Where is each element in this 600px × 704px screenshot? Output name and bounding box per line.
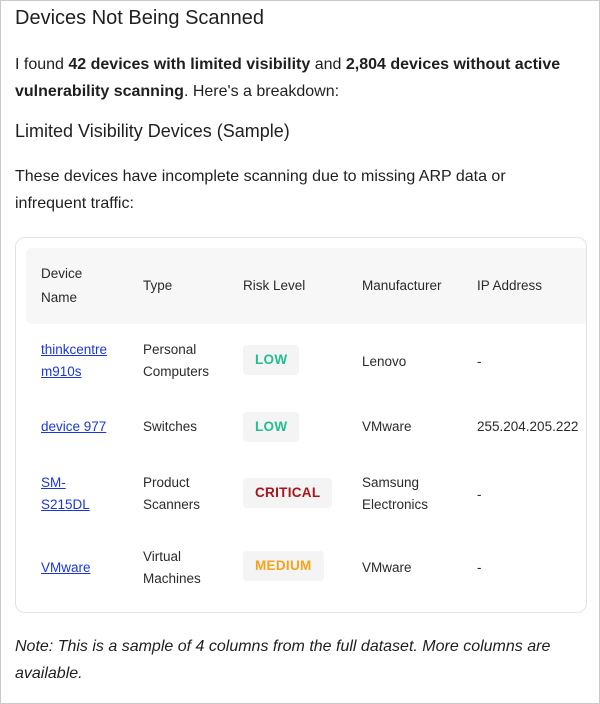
intro-text: I found [15,56,69,73]
ip-address: - [477,354,482,369]
column-header-manufacturer: Manufacturer [362,278,442,293]
page-title: Devices Not Being Scanned [15,7,265,29]
table-header [26,248,587,324]
risk-badge: MEDIUM [243,551,324,581]
column-header-type: Type [143,278,173,293]
footnote: Note: This is a sample of 4 columns from the full dataset. More columns are available. [15,638,551,682]
table-row [26,328,587,396]
manufacturer: VMware [362,419,412,434]
device-name-link[interactable]: device 977 [41,419,107,434]
devices-table [15,237,587,613]
device-type: Product Scanners [143,475,201,512]
column-header-device-name: Device Name [41,266,83,305]
ip-address: - [477,560,482,575]
device-type: Switches [143,419,198,434]
table-row [26,472,587,516]
device-type: Personal Computers [143,342,210,379]
risk-badge: LOW [243,345,299,375]
risk-badge: CRITICAL [243,478,332,508]
device-name-link[interactable]: SM-S215DL [41,475,90,512]
column-header-risk-level: Risk Level [243,278,306,293]
intro-text: and [310,56,346,73]
table-row [26,408,587,448]
device-type: Virtual Machines [143,549,201,586]
limited-visibility-count: 42 devices with limited visibility [68,56,311,73]
section-title: Limited Visibility Devices (Sample) [15,121,290,141]
ip-address: 255.204.205.222 [477,419,579,434]
intro-text: . Here's a breakdown: [183,83,340,100]
manufacturer: Samsung Electronics [362,475,429,512]
no-scanning-count: 2,804 devices without active vulnerability scanning [15,56,561,100]
section-description: These devices have incomplete scanning due to missing ARP data or infrequent traffic: [15,168,506,212]
column-header-ip-address: IP Address [477,278,543,293]
table-row [26,546,587,590]
manufacturer: Lenovo [362,354,407,369]
device-name-link[interactable]: thinkcentre m910s [41,342,108,379]
manufacturer: VMware [362,560,412,575]
risk-badge: LOW [243,412,299,442]
intro-paragraph [15,51,587,105]
ip-address: - [477,487,482,502]
device-name-link[interactable]: VMware [41,560,91,575]
